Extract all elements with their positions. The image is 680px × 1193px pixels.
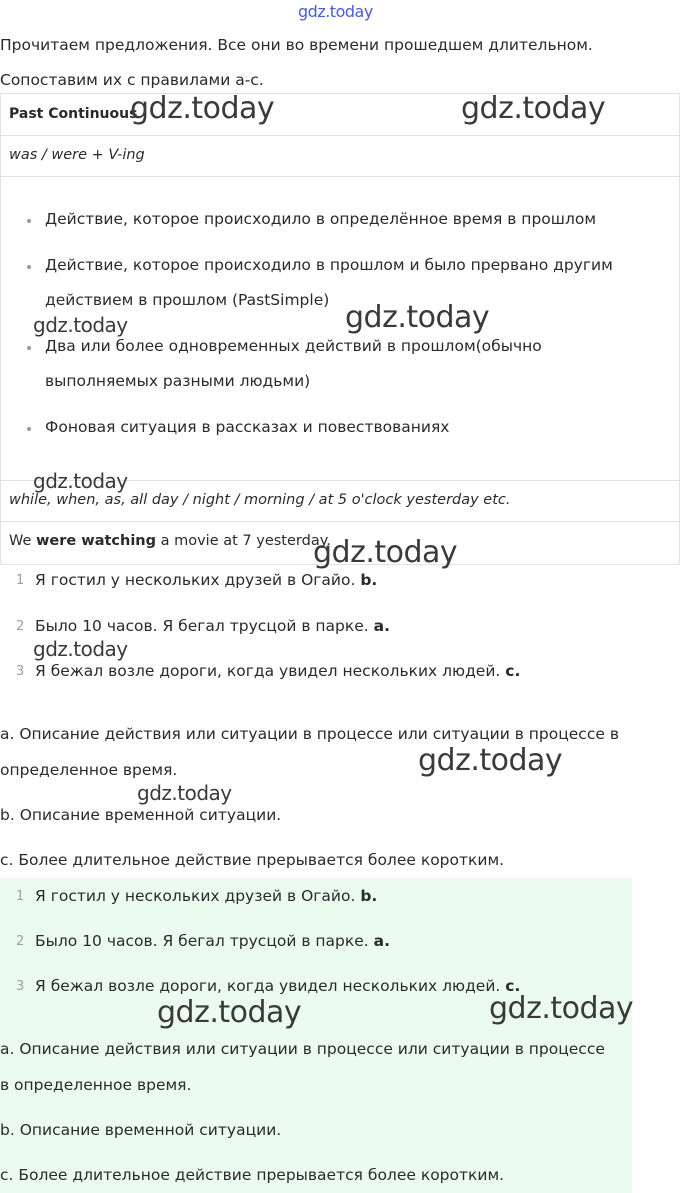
watermark: gdz.today xyxy=(33,637,128,661)
use-item: Действие, которое происходило в прошлом и было прервано другим xyxy=(45,256,613,274)
use-item-continuation: выполняемых разными людьми) xyxy=(45,372,311,390)
list-item: Было 10 часов. Я бегал трусцой в парке. a. xyxy=(35,617,390,635)
bullet-icon xyxy=(27,265,31,269)
table-example: We were watching a movie at 7 yesterday. xyxy=(9,533,331,549)
watermark: gdz.today xyxy=(33,313,128,337)
table-header: Past Continuous xyxy=(9,106,138,122)
rule-line: b. Описание временной ситуации. xyxy=(0,1121,282,1139)
list-number: 2 xyxy=(16,934,25,949)
rule-line: в определенное время. xyxy=(0,1076,192,1094)
list-number: 1 xyxy=(16,889,25,904)
list-number: 2 xyxy=(16,619,25,634)
watermark: gdz.today xyxy=(137,781,232,805)
use-item: Два или более одновременных действий в прошлом(обычно xyxy=(45,337,542,355)
list-item: Я гостил у нескольких друзей в Огайо. b. xyxy=(35,887,378,905)
rule-line: c. Более длительное действие прерывается более коротким. xyxy=(0,1166,505,1184)
list-item: Я бежал возле дороги, когда увидел нескольких людей. c. xyxy=(35,662,521,680)
rule-line: a. Описание действия или ситуации в процессе или ситуации в процессе xyxy=(0,1040,605,1058)
watermark: gdz.today xyxy=(418,743,563,778)
list-number: 3 xyxy=(16,979,25,994)
rule-line: c. Более длительное действие прерывается более коротким. xyxy=(0,851,505,869)
intro-line-2: Сопоставим их с правилами a-c. xyxy=(0,71,264,89)
bullet-icon xyxy=(27,346,31,350)
list-number: 3 xyxy=(16,664,25,679)
bullet-icon xyxy=(27,427,31,431)
list-item: Я гостил у нескольких друзей в Огайо. b. xyxy=(35,571,378,589)
watermark: gdz.today xyxy=(313,535,458,570)
intro-line-1: Прочитаем предложения. Все они во времени прошедшем длительном. xyxy=(0,36,593,54)
watermark: gdz.today xyxy=(157,995,302,1030)
rule-line: определенное время. xyxy=(0,761,178,779)
table-formula: was / were + V-ing xyxy=(9,147,145,163)
use-item: Действие, которое происходило в определённое время в прошлом xyxy=(45,210,597,228)
rule-line: a. Описание действия или ситуации в процессе или ситуации в процессе в xyxy=(0,725,619,743)
rule-line: b. Описание временной ситуации. xyxy=(0,806,282,824)
list-item: Я бежал возле дороги, когда увидел нескольких людей. c. xyxy=(35,977,521,995)
watermark: gdz.today xyxy=(33,469,128,493)
table-formula-row xyxy=(1,135,679,177)
watermark: gdz.today xyxy=(345,300,490,335)
use-item: Фоновая ситуация в рассказах и повествованиях xyxy=(45,418,450,436)
table-markers: while, when, as, all day / night / morning / at 5 o'clock yesterday etc. xyxy=(9,492,511,508)
watermark: gdz.today xyxy=(130,91,275,126)
watermark: gdz.today xyxy=(461,91,606,126)
bullet-icon xyxy=(27,219,31,223)
list-number: 1 xyxy=(16,573,25,588)
answer-block xyxy=(0,878,632,1193)
watermark: gdz.today xyxy=(489,991,634,1026)
use-item-continuation: действием в прошлом (PastSimple) xyxy=(45,291,330,309)
list-item: Было 10 часов. Я бегал трусцой в парке. a. xyxy=(35,932,390,950)
site-logo-link[interactable]: gdz.today xyxy=(298,2,373,21)
